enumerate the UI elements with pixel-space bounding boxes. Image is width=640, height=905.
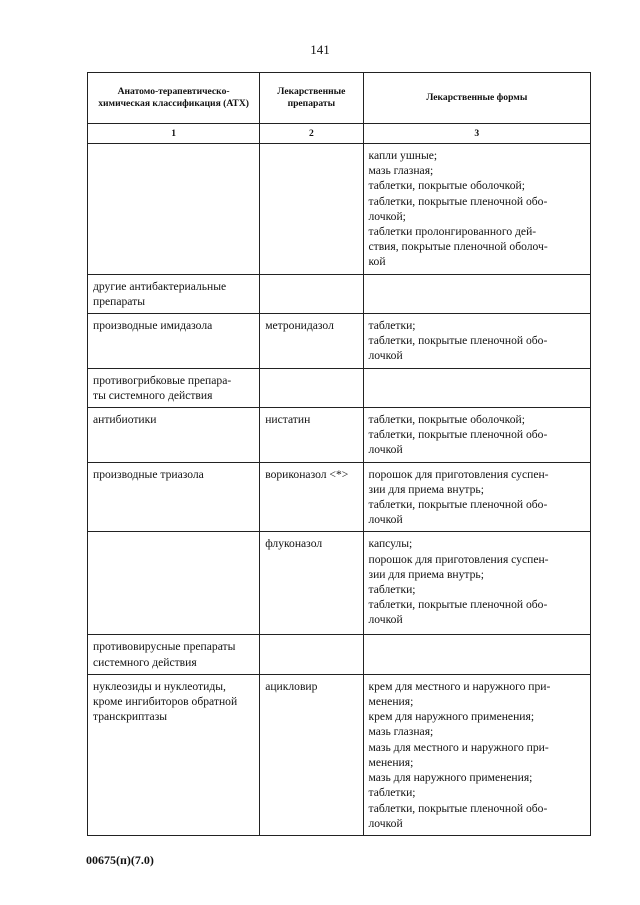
- cell-drug: [260, 408, 363, 463]
- header-forms: Лекарственные формы: [363, 73, 591, 124]
- cell-forms: [363, 274, 591, 313]
- cell-forms: [363, 462, 591, 532]
- cell-atc: [88, 274, 260, 313]
- table-row: [88, 532, 591, 635]
- table-row: [88, 314, 591, 369]
- cell-line: кой: [368, 255, 386, 269]
- cell-drug: [260, 368, 363, 407]
- cell-line: таблетки, покрытые пленочной обо-: [368, 334, 548, 348]
- cell-line: препараты: [93, 294, 145, 308]
- cell-line: производные триазола: [93, 467, 204, 481]
- cell-line: зии для приема внутрь;: [368, 567, 484, 581]
- cell-line: таблетки, покрытые пленочной обо-: [368, 598, 548, 612]
- cell-line: нистатин: [265, 413, 311, 427]
- cell-line: порошок для приготовления суспен-: [368, 552, 549, 566]
- cell-line: таблетки, покрытые оболочкой;: [368, 413, 525, 427]
- cell-line: мазь для наружного применения;: [368, 771, 533, 785]
- drug-table: [87, 72, 591, 836]
- cell-line: таблетки, покрытые оболочкой;: [368, 179, 525, 193]
- cell-forms: [363, 635, 591, 674]
- cell-atc: [88, 532, 260, 635]
- cell-line: лочкой: [368, 349, 403, 363]
- cell-line: таблетки;: [368, 786, 416, 800]
- cell-line: производные имидазола: [93, 319, 213, 333]
- cell-line: нуклеозиды и нуклеотиды,: [93, 679, 226, 693]
- cell-line: зии для приема внутрь;: [368, 482, 484, 496]
- cell-drug: [260, 462, 363, 532]
- cell-line: мазь для местного и наружного при-: [368, 740, 549, 754]
- cell-forms: [363, 674, 591, 835]
- cell-line: метронидазол: [265, 319, 334, 333]
- cell-line: таблетки, покрытые пленочной обо-: [368, 428, 548, 442]
- cell-line: лочкой: [368, 816, 403, 830]
- header-atc: Анатомо-терапевтическо-химическая классификация (АТХ): [88, 73, 260, 124]
- cell-line: менения;: [368, 755, 414, 769]
- cell-line: таблетки;: [368, 319, 416, 333]
- cell-forms: [363, 368, 591, 407]
- cell-line: лочкой;: [368, 209, 406, 223]
- cell-atc: [88, 368, 260, 407]
- column-number-row: [88, 124, 591, 144]
- cell-atc: [88, 462, 260, 532]
- cell-atc: [88, 408, 260, 463]
- cell-line: системного действия: [93, 655, 197, 669]
- cell-atc: [88, 144, 260, 275]
- cell-forms: [363, 532, 591, 635]
- cell-forms: [363, 314, 591, 369]
- column-number-1: 1: [88, 124, 260, 144]
- table-row: [88, 408, 591, 463]
- cell-drug: [260, 144, 363, 275]
- cell-line: порошок для приготовления суспен-: [368, 467, 549, 481]
- cell-line: менения;: [368, 695, 414, 709]
- cell-line: мазь глазная;: [368, 164, 434, 178]
- table-row: [88, 462, 591, 532]
- table-row: [88, 368, 591, 407]
- table-row: [88, 674, 591, 835]
- table-row: [88, 144, 591, 275]
- column-number-3: 3: [363, 124, 591, 144]
- cell-line: вориконазол <*>: [265, 467, 349, 481]
- cell-line: таблетки пролонгированного дей-: [368, 225, 537, 239]
- cell-line: ацикловир: [265, 679, 318, 693]
- page-number: 141: [310, 42, 330, 57]
- cell-line: крем для наружного применения;: [368, 710, 535, 724]
- cell-forms: [363, 408, 591, 463]
- cell-atc: [88, 635, 260, 674]
- cell-line: лочкой: [368, 443, 403, 457]
- cell-drug: [260, 532, 363, 635]
- cell-line: другие антибактериальные: [93, 279, 227, 293]
- cell-line: таблетки, покрытые пленочной обо-: [368, 194, 548, 208]
- cell-line: капли ушные;: [368, 149, 438, 162]
- cell-line: таблетки;: [368, 583, 416, 597]
- cell-line: крем для местного и наружного при-: [368, 679, 551, 693]
- cell-line: антибиотики: [93, 413, 157, 427]
- table-body: [88, 144, 591, 836]
- cell-line: противовирусные препараты: [93, 640, 236, 654]
- cell-drug: [260, 314, 363, 369]
- cell-line: транскриптазы: [93, 710, 168, 724]
- cell-line: флуконазол: [265, 537, 323, 551]
- cell-line: противогрибковые препара-: [93, 373, 232, 387]
- cell-drug: [260, 635, 363, 674]
- cell-line: ты системного действия: [93, 388, 213, 402]
- cell-line: кроме ингибиторов обратной: [93, 695, 238, 709]
- cell-line: мазь глазная;: [368, 725, 434, 739]
- document-code: 00675(п)(7.0): [86, 853, 154, 867]
- header-drug: Лекарственные препараты: [260, 73, 363, 124]
- cell-forms: [363, 144, 591, 275]
- table-row: [88, 635, 591, 674]
- cell-drug: [260, 674, 363, 835]
- table-header-row: [88, 73, 591, 124]
- cell-line: ствия, покрытые пленочной оболоч-: [368, 240, 548, 254]
- cell-line: лочкой: [368, 513, 403, 527]
- cell-line: таблетки, покрытые пленочной обо-: [368, 801, 548, 815]
- table-row: [88, 274, 591, 313]
- cell-drug: [260, 274, 363, 313]
- cell-line: капсулы;: [368, 537, 413, 551]
- cell-line: лочкой: [368, 613, 403, 627]
- cell-line: таблетки, покрытые пленочной обо-: [368, 498, 548, 512]
- column-number-2: 2: [260, 124, 363, 144]
- cell-atc: [88, 314, 260, 369]
- cell-atc: [88, 674, 260, 835]
